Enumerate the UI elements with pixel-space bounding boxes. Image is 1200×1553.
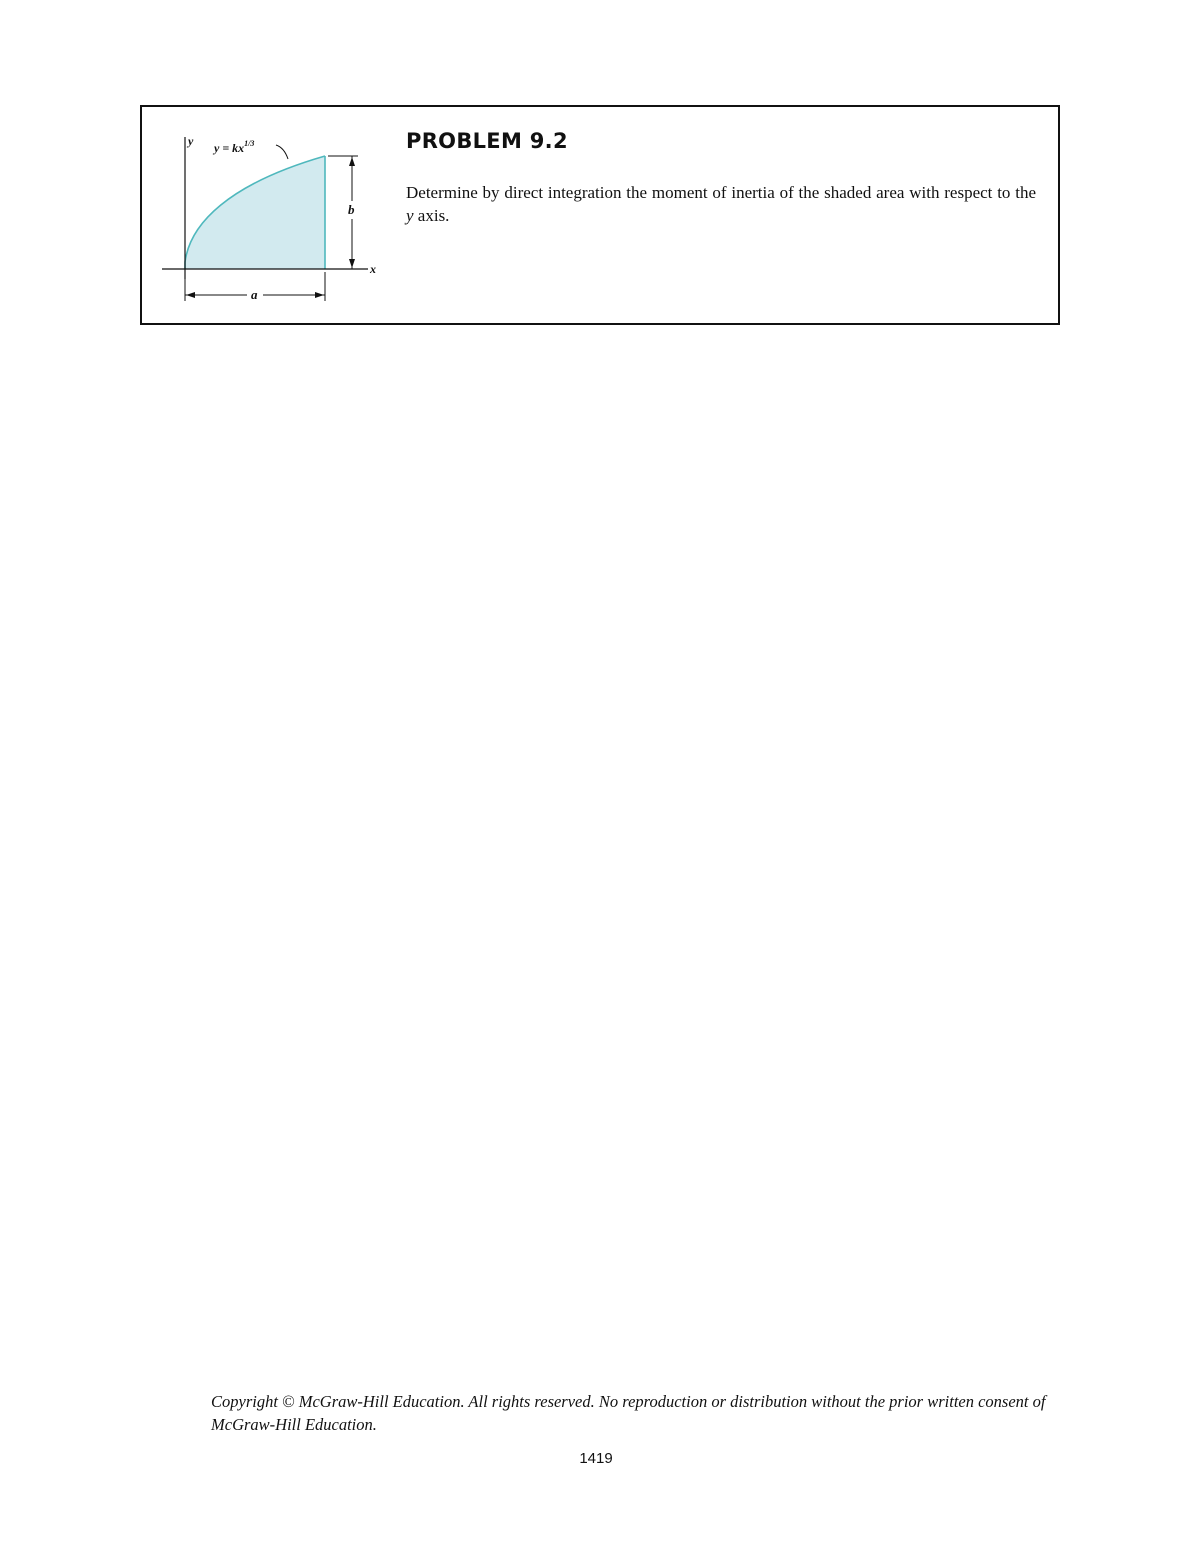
- dimension-b-arrow-bottom: [349, 259, 355, 268]
- problem-statement-part-2: axis.: [413, 206, 450, 225]
- problem-title: PROBLEM 9.2: [406, 129, 568, 153]
- copyright-notice: Copyright © McGraw-Hill Education. All rights reserved. No reproduction or distribution without the prior written consent of McGraw-Hill Education.: [211, 1392, 1046, 1434]
- problem-statement: [406, 181, 1036, 227]
- height-label: b: [348, 202, 355, 217]
- curve-leader-line: [276, 145, 288, 159]
- problem-figure: [158, 129, 388, 309]
- shaded-area: [185, 156, 325, 269]
- curve-equation-label: $y = kx^{1/3}$: [214, 139, 255, 155]
- width-label: a: [251, 287, 258, 302]
- dimension-a-arrow-left: [186, 292, 195, 298]
- problem-box: [140, 105, 1060, 325]
- y-axis-label: y: [188, 134, 194, 148]
- dimension-b-arrow-top: [349, 157, 355, 166]
- dimension-a-arrow-right: [315, 292, 324, 298]
- problem-statement-variable: y: [406, 206, 414, 225]
- area-diagram: [158, 129, 388, 309]
- x-axis-label: x: [370, 262, 376, 276]
- page-number: 1419: [579, 1450, 613, 1467]
- problem-statement-part-1: Determine by direct integration the moment of inertia of the shaded area with respect to the: [406, 183, 1036, 202]
